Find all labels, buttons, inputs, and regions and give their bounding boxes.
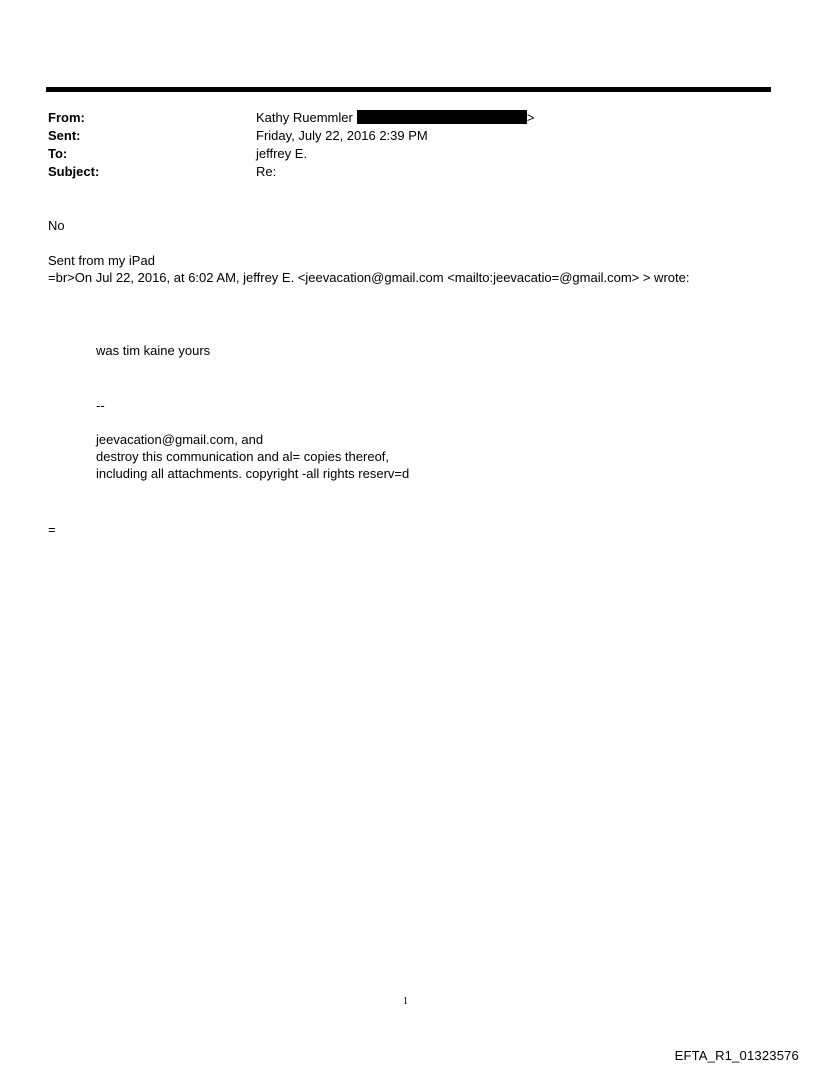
header-rule: [46, 87, 771, 92]
to-label: To:: [48, 146, 68, 161]
from-suffix: >: [526, 110, 535, 125]
subject-label: Subject:: [48, 164, 100, 179]
to-value: jeffrey E.: [256, 146, 308, 161]
from-label: From:: [48, 110, 85, 125]
signature-separator: --: [96, 398, 105, 413]
redaction-block: [357, 110, 527, 124]
quoted-message: was tim kaine yours: [96, 343, 211, 358]
subject-value: Re:: [256, 164, 277, 179]
signature-text: Sent from my iPad: [48, 253, 155, 268]
document-id: EFTA_R1_01323576: [674, 1048, 799, 1063]
trailing-char: =: [48, 522, 56, 537]
sent-value: Friday, July 22, 2016 2:39 PM: [256, 128, 428, 143]
page-number: 1: [403, 996, 408, 1007]
disclaimer-line-2: destroy this communication and al= copies thereof,: [96, 449, 390, 464]
disclaimer-line-3: including all attachments. copyright -all rights reserv=d: [96, 466, 410, 481]
from-value: [256, 109, 534, 127]
sent-label: Sent:: [48, 128, 81, 143]
disclaimer-line-1: jeevacation@gmail.com, and: [96, 432, 264, 447]
reply-text: No: [48, 218, 65, 233]
from-name: Kathy Ruemmler: [256, 110, 353, 125]
quote-intro: =br>On Jul 22, 2016, at 6:02 AM, jeffrey E. <jeevacation@gmail.com <mailto:jeevacatio=@gmail.com> > wrote:: [48, 270, 690, 285]
